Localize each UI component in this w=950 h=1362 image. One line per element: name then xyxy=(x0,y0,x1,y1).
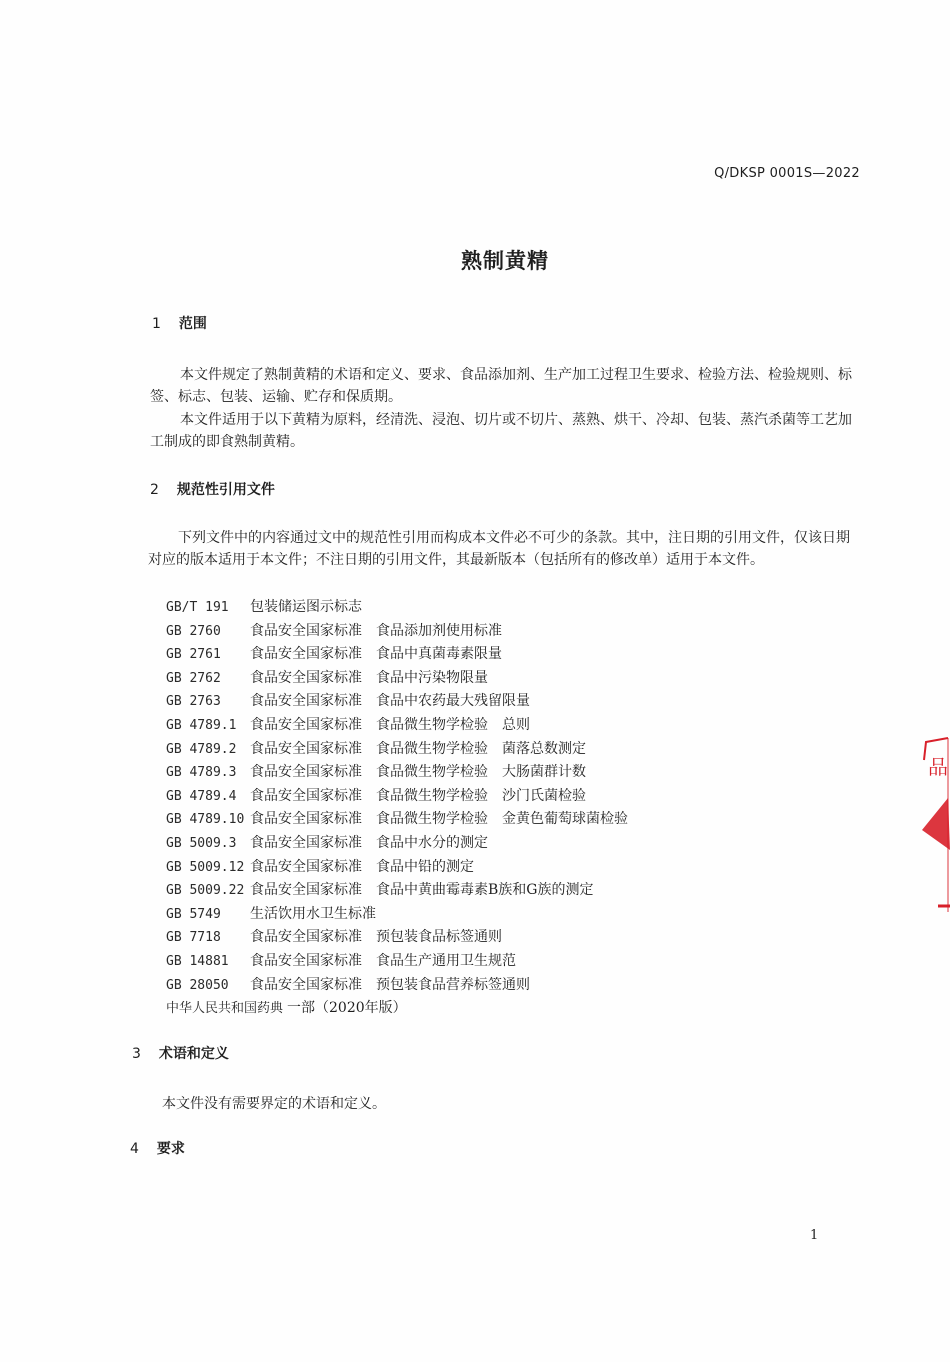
reference-item xyxy=(166,903,642,927)
section-heading-terms-definitions xyxy=(132,1043,229,1063)
reference-title-part: 食品安全国家标准 xyxy=(250,646,362,663)
reference-code: GB 4789.2 xyxy=(166,741,237,757)
reference-code: GB 5009.22 xyxy=(166,883,245,899)
document-title: 熟制黄精 xyxy=(461,249,549,273)
scope-paragraph-2: 本文件适用于以下黄精为原料，经清洗、浸泡、切片或不切片、蒸熟、烘干、冷却、包装、蒸汽杀菌等工艺加工制成的即食熟制黄精。 xyxy=(150,412,852,450)
section-title: 要求 xyxy=(156,1141,185,1157)
reference-code: 中华人民共和国药典 xyxy=(166,1001,284,1017)
reference-title-part: 食品安全国家标准 xyxy=(250,669,362,686)
reference-title-part: 食品生产通用卫生规范 xyxy=(376,952,516,969)
reference-item xyxy=(166,690,642,714)
reference-code: GB 5009.12 xyxy=(166,859,245,875)
reference-title-part: 食品安全国家标准 xyxy=(250,787,362,804)
section-title: 范围 xyxy=(178,316,207,332)
reference-item xyxy=(166,950,642,974)
reference-title-part: 生活饮用水卫生标准 xyxy=(250,905,376,922)
reference-code: GB 5009.3 xyxy=(166,835,237,851)
stamp-character: 品 xyxy=(928,755,948,779)
reference-code: GB 4789.1 xyxy=(166,717,237,733)
red-seal-stamp xyxy=(918,730,950,920)
reference-item xyxy=(166,714,642,738)
reference-title-part: 食品安全国家标准 xyxy=(250,811,362,828)
reference-code: GB 4789.4 xyxy=(166,788,237,804)
reference-title-part: 食品安全国家标准 xyxy=(250,882,362,899)
reference-code: GB 2761 xyxy=(166,647,221,663)
references-intro-paragraph: 下列文件中的内容通过文中的规范性引用而构成本文件必不可少的条款。其中，注日期的引用文件，仅该日期对应的版本适用于本文件；不注日期的引用文件，其最新版本（包括所有的修改单）适用于本文件。 xyxy=(148,530,850,568)
reference-item xyxy=(166,926,642,950)
reference-title-part: 食品安全国家标准 xyxy=(250,764,362,781)
reference-list xyxy=(166,596,642,1021)
reference-title-part: 食品安全国家标准 xyxy=(250,622,362,639)
reference-title-part: 食品安全国家标准 xyxy=(250,929,362,946)
reference-code: GB 4789.3 xyxy=(166,765,237,781)
section-number: 1 xyxy=(152,316,161,332)
section-heading-scope xyxy=(152,313,207,333)
reference-title-part: 预包装食品营养标签通则 xyxy=(376,976,530,993)
reference-title-part: 食品添加剂使用标准 xyxy=(376,622,502,639)
reference-title-part: 食品中铅的测定 xyxy=(376,858,474,875)
reference-title-part: 包装储运图示标志 xyxy=(250,599,362,615)
page-number: 1 xyxy=(810,1228,819,1243)
reference-item xyxy=(166,832,642,856)
reference-item xyxy=(166,856,642,880)
reference-item xyxy=(166,596,642,620)
reference-title-part: 食品中农药最大残留限量 xyxy=(376,693,530,710)
reference-code: GB 5749 xyxy=(166,906,221,922)
document-number: Q/DKSP 0001S—2022 xyxy=(714,166,860,181)
reference-title-part: 食品微生物学检验 xyxy=(376,764,488,781)
reference-code: GB/T 191 xyxy=(166,600,229,615)
reference-title-part: 一部（2020年版） xyxy=(287,1000,407,1017)
reference-title-part: 预包装食品标签通则 xyxy=(376,929,502,946)
reference-title-part: 大肠菌群计数 xyxy=(502,764,586,781)
reference-title-part: 食品微生物学检验 xyxy=(376,787,488,804)
section-number: 3 xyxy=(132,1046,141,1062)
reference-title-part: 总则 xyxy=(502,716,530,733)
reference-item xyxy=(166,738,642,762)
reference-title-part: 菌落总数测定 xyxy=(502,740,586,757)
section-number: 4 xyxy=(130,1141,139,1157)
reference-item xyxy=(166,808,642,832)
reference-code: GB 2760 xyxy=(166,623,221,639)
reference-code: GB 28050 xyxy=(166,977,229,993)
section-title: 规范性引用文件 xyxy=(176,482,275,498)
reference-code: GB 4789.10 xyxy=(166,812,245,828)
reference-code: GB 7718 xyxy=(166,930,221,946)
reference-item xyxy=(166,997,642,1021)
reference-item xyxy=(166,643,642,667)
reference-title-part: 食品安全国家标准 xyxy=(250,858,362,875)
reference-title-part: 食品中污染物限量 xyxy=(376,669,488,686)
reference-title-part: 食品中真菌毒素限量 xyxy=(376,646,502,663)
scope-paragraph-1: 本文件规定了熟制黄精的术语和定义、要求、食品添加剂、生产加工过程卫生要求、检验方法、检验规则、标签、标志、包装、运输、贮存和保质期。 xyxy=(150,367,852,405)
terms-paragraph: 本文件没有需要界定的术语和定义。 xyxy=(162,1096,386,1112)
reference-title-part: 食品安全国家标准 xyxy=(250,716,362,733)
reference-title-part: 沙门氏菌检验 xyxy=(502,787,586,804)
reference-title-part: 食品中水分的测定 xyxy=(376,834,488,851)
reference-title-part: 金黄色葡萄球菌检验 xyxy=(502,811,628,828)
reference-code: GB 2762 xyxy=(166,670,221,686)
reference-item xyxy=(166,785,642,809)
reference-item xyxy=(166,620,642,644)
reference-title-part: 食品中黄曲霉毒素B族和G族的测定 xyxy=(376,882,594,899)
reference-title-part: 食品安全国家标准 xyxy=(250,976,362,993)
reference-title-part: 食品安全国家标准 xyxy=(250,740,362,757)
section-heading-requirements xyxy=(130,1138,185,1158)
reference-item xyxy=(166,974,642,998)
reference-title-part: 食品微生物学检验 xyxy=(376,716,488,733)
section-heading-normative-references xyxy=(150,479,275,499)
reference-item xyxy=(166,667,642,691)
reference-code: GB 14881 xyxy=(166,953,229,969)
section-number: 2 xyxy=(150,482,159,498)
reference-code: GB 2763 xyxy=(166,694,221,710)
reference-title-part: 食品安全国家标准 xyxy=(250,834,362,851)
reference-title-part: 食品安全国家标准 xyxy=(250,952,362,969)
section-title: 术语和定义 xyxy=(158,1046,229,1062)
reference-item xyxy=(166,879,642,903)
reference-item xyxy=(166,761,642,785)
reference-title-part: 食品安全国家标准 xyxy=(250,693,362,710)
reference-title-part: 食品微生物学检验 xyxy=(376,811,488,828)
reference-title-part: 食品微生物学检验 xyxy=(376,740,488,757)
